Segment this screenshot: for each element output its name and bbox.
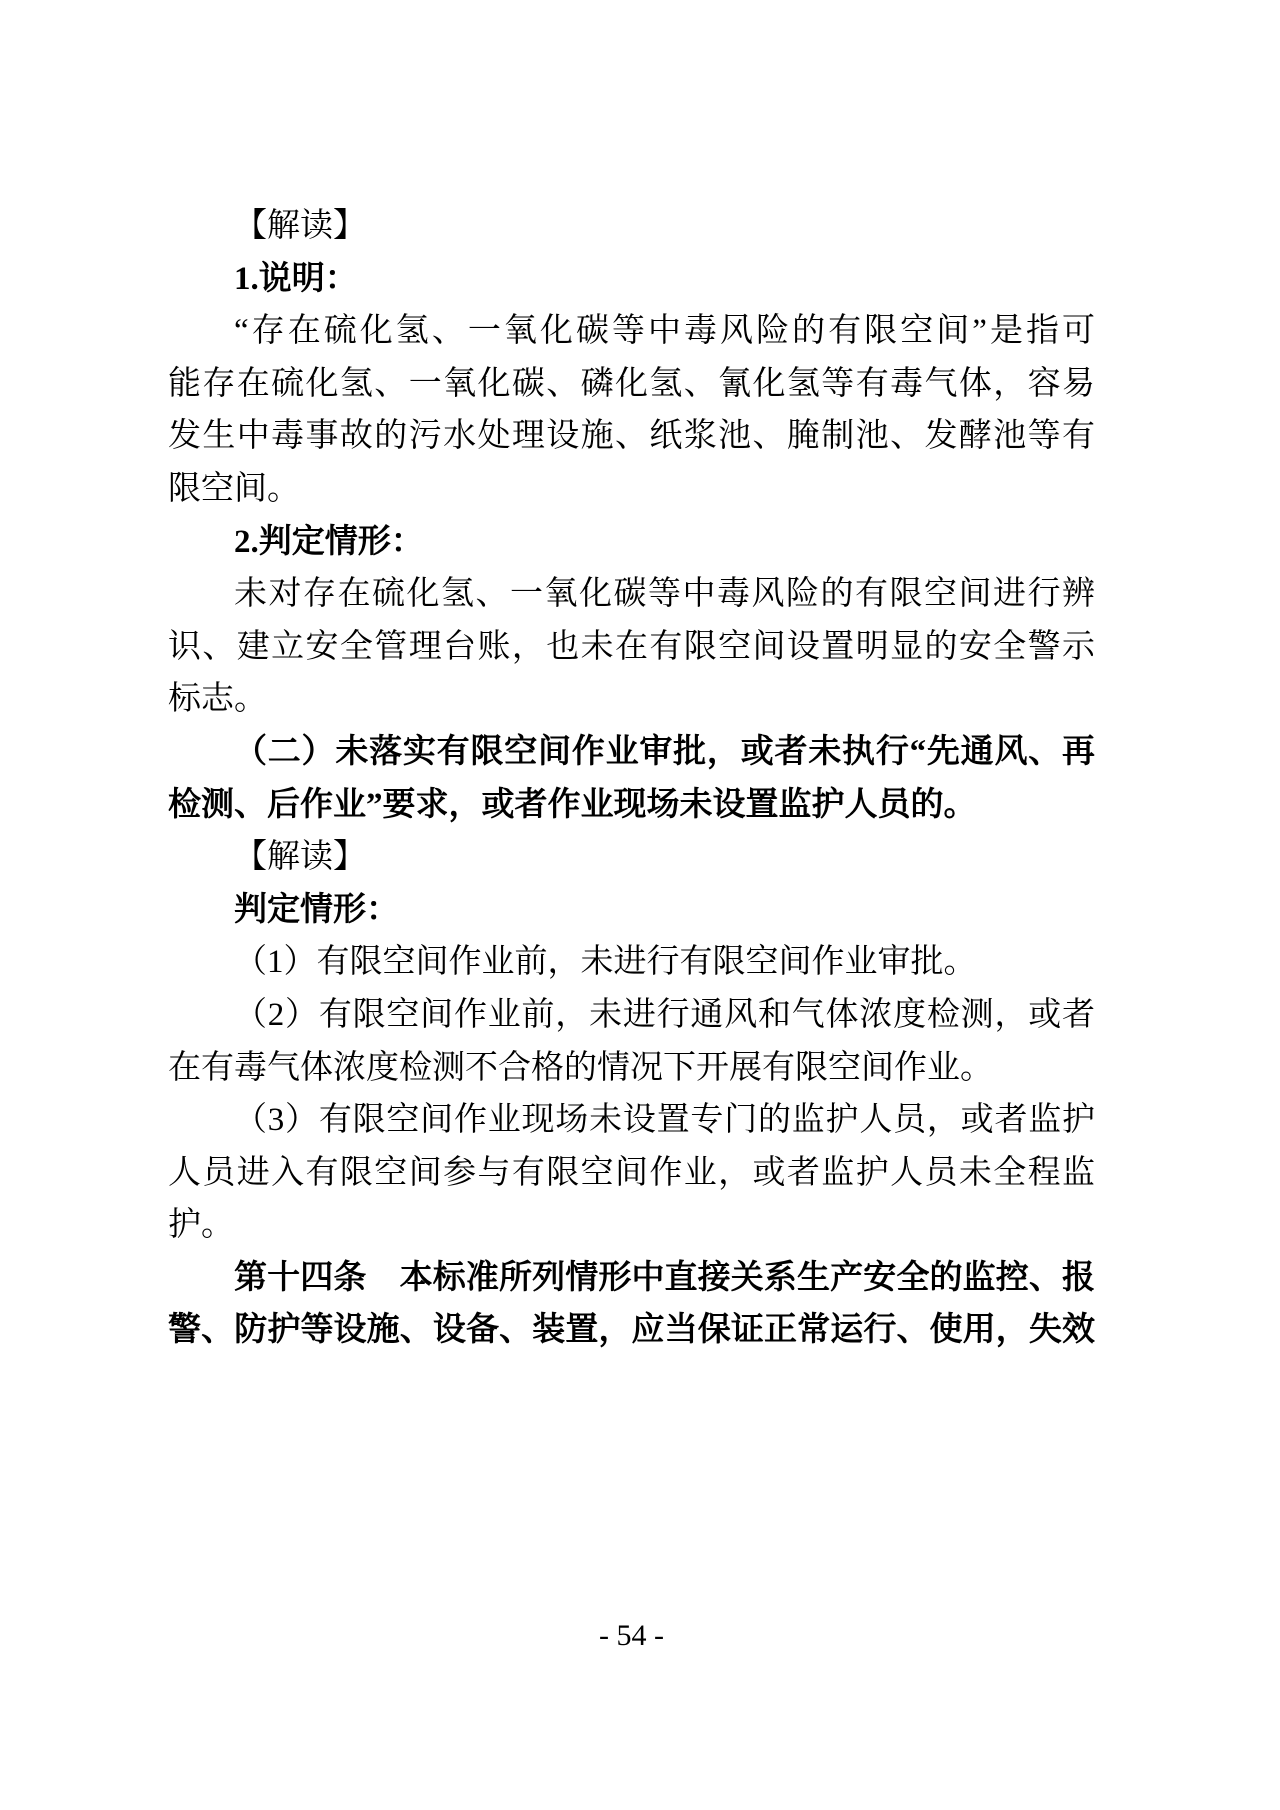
text-line: 警、防护等设施、设备、装置，应当保证正常运行、使用，失效: [168, 1312, 1095, 1349]
document-body: [168, 200, 1095, 1357]
text-line: 标志。: [168, 681, 267, 718]
text-line: “存在硫化氢、一氧化碳等中毒风险的有限空间”是指可: [234, 313, 1095, 350]
text-line: 2.判定情形：: [234, 523, 424, 560]
text-line: （1）有限空间作业前，未进行有限空间作业审批。: [234, 944, 977, 981]
text-line: 限空间。: [168, 470, 300, 507]
text-line: 护。: [168, 1207, 234, 1244]
text-line: 第十四条 本标准所列情形中直接关系生产安全的监控、报: [234, 1259, 1095, 1296]
text-line: 识、建立安全管理台账，也未在有限空间设置明显的安全警示: [168, 628, 1095, 665]
text-line: 人员进入有限空间参与有限空间作业，或者监护人员未全程监: [168, 1154, 1095, 1191]
text-line: 1.说明：: [234, 260, 358, 297]
text-line: 未对存在硫化氢、一氧化碳等中毒风险的有限空间进行辨: [234, 576, 1095, 613]
text-line: 在有毒气体浓度检测不合格的情况下开展有限空间作业。: [168, 1049, 993, 1086]
text-line: 【解读】: [234, 839, 366, 876]
text-line: 发生中毒事故的污水处理设施、纸浆池、腌制池、发酵池等有: [168, 418, 1095, 455]
text-line: 判定情形：: [234, 891, 399, 928]
text-line: （2）有限空间作业前，未进行通风和气体浓度检测，或者: [234, 996, 1095, 1033]
text-line: （3）有限空间作业现场未设置专门的监护人员，或者监护: [234, 1102, 1095, 1139]
text-line: 【解读】: [234, 208, 366, 244]
text-line: 能存在硫化氢、一氧化碳、磷化氢、氰化氢等有毒气体，容易: [168, 365, 1095, 402]
text-line: （二）未落实有限空间作业审批，或者未执行“先通风、再: [234, 733, 1095, 770]
page-number: - 54 -: [599, 1619, 664, 1652]
text-line: 检测、后作业”要求，或者作业现场未设置监护人员的。: [168, 786, 977, 823]
